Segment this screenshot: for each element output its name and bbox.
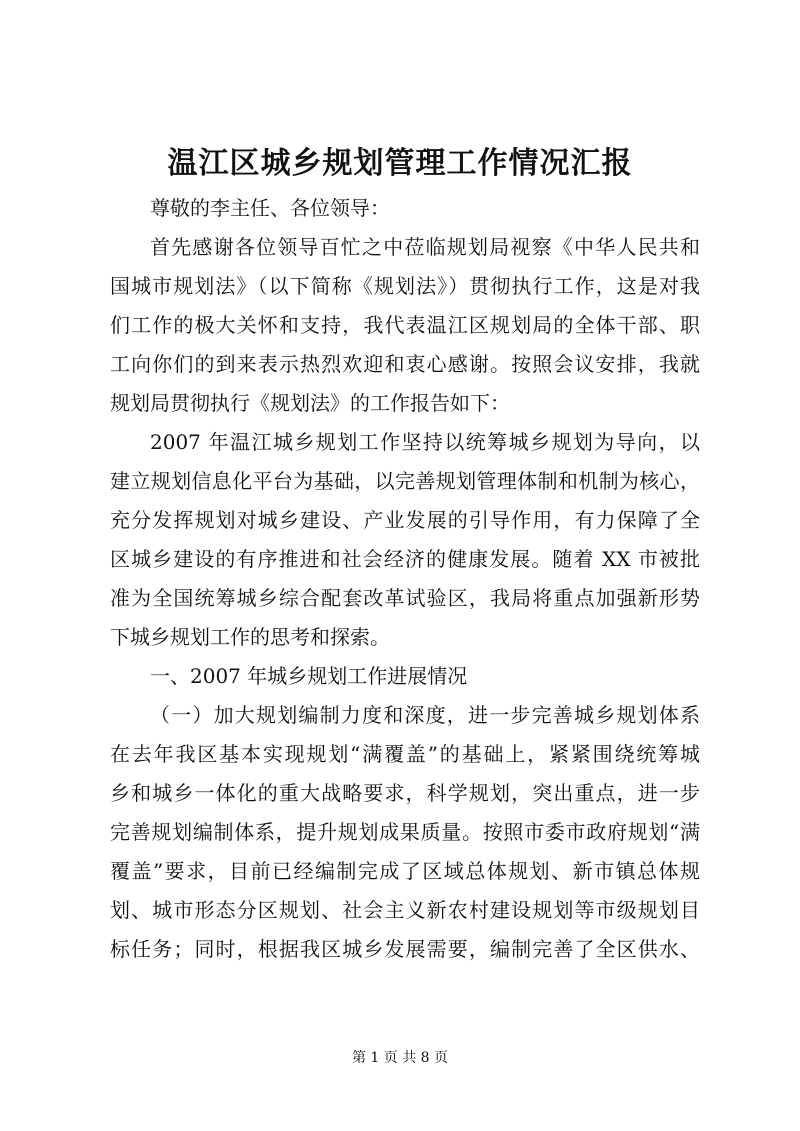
page-number: 第 1 页 共 8 页 xyxy=(351,1050,449,1066)
paragraph-line: 划、城市形态分区规划、社会主义新农村建设规划等市级规划目 xyxy=(110,898,700,922)
paragraph-line: 完善规划编制体系，提升规划成果质量。按照市委市政府规划“满 xyxy=(110,820,700,844)
paragraph-line: 规划局贯彻执行《规划法》的工作报告如下： xyxy=(110,391,510,415)
salutation-line: 尊敬的李主任、各位领导： xyxy=(150,196,390,220)
section-heading: 一、2007 年城乡规划工作进展情况 xyxy=(150,664,468,688)
paragraph-line: 覆盖”要求，目前已经编制完成了区域总体规划、新市镇总体规 xyxy=(110,859,700,883)
paragraph-line: 国城市规划法》（以下简称《规划法》）贯彻执行工作，这是对我 xyxy=(110,274,700,298)
paragraph-line: 2007 年温江城乡规划工作坚持以统筹城乡规划为导向，以 xyxy=(150,430,700,454)
paragraph-line: 工向你们的到来表示热烈欢迎和衷心感谢。按照会议安排，我就 xyxy=(110,352,700,376)
paragraph-line: 下城乡规划工作的思考和探索。 xyxy=(110,625,390,649)
paragraph-line: 首先感谢各位领导百忙之中莅临规划局视察《中华人民共和 xyxy=(150,235,700,259)
paragraph-line: 在去年我区基本实现规划“满覆盖”的基础上，紧紧围绕统筹城 xyxy=(110,742,700,766)
subsection-heading: （一）加大规划编制力度和深度，进一步完善城乡规划体系 xyxy=(150,703,700,727)
paragraph-line: 区城乡建设的有序推进和社会经济的健康发展。随着 XX 市被批 xyxy=(110,547,700,571)
paragraph-line: 充分发挥规划对城乡建设、产业发展的引导作用，有力保障了全 xyxy=(110,508,700,532)
paragraph-line: 准为全国统筹城乡综合配套改革试验区，我局将重点加强新形势 xyxy=(110,586,700,610)
paragraph-line: 标任务；同时，根据我区城乡发展需要，编制完善了全区供水、 xyxy=(110,937,700,961)
document-title: 温江区城乡规划管理工作情况汇报 xyxy=(167,146,633,181)
paragraph-line: 建立规划信息化平台为基础，以完善规划管理体制和机制为核心， xyxy=(110,469,700,493)
paragraph-line: 乡和城乡一体化的重大战略要求，科学规划，突出重点，进一步 xyxy=(110,781,700,805)
paragraph-line: 们工作的极大关怀和支持，我代表温江区规划局的全体干部、职 xyxy=(110,313,700,337)
